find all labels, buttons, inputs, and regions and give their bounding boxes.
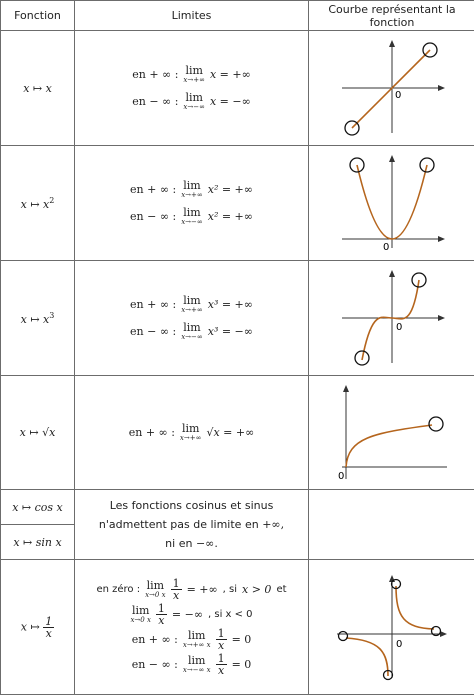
header-limits: Limites	[75, 1, 309, 31]
trig-curve-empty	[309, 490, 474, 560]
curve-square	[309, 146, 474, 261]
header-function: Fonction	[1, 1, 75, 31]
function-sqrt: x ↦ √x	[1, 376, 75, 490]
trig-text: Les fonctions cosinus et sinus n'admettent pas de limite en +∞, ni en −∞.	[75, 490, 309, 560]
curve-identity	[309, 31, 474, 146]
origin-label: 0	[395, 90, 402, 101]
function-inverse: x ↦ $\frac{1}{x}$	[1, 560, 75, 695]
limits-identity: en + ∞ : lim x→+∞ x = +∞ en − ∞ : lim x→−∞ x = −∞	[75, 31, 309, 146]
origin-label: 0	[396, 322, 403, 333]
function-cos: x ↦ cos x	[1, 490, 75, 525]
limits-square: en + ∞ : lim x→+∞ x² = +∞ en − ∞ : lim x→−∞ x² = +∞	[75, 146, 309, 261]
graph-cube	[332, 268, 452, 368]
graph-inverse	[332, 572, 452, 682]
function-cube: x ↦ $x^3$	[1, 261, 75, 376]
limits-inverse: en zéro : lim x→0 x $\frac{1}{x}$ = +∞ , si x > 0 et lim x→0 x $\frac{1}{x}$ = −∞ , si x < 0 en + ∞ : lim x→+∞ x $\frac{1}{x}$ = 0 en − ∞ : lim x→−∞ x $\frac{1}{x}$ = 0	[75, 560, 309, 695]
header-curve: Courbe représentant la fonction	[309, 1, 474, 31]
function-sin: x ↦ sin x	[1, 525, 75, 560]
origin-label: 0	[338, 470, 345, 482]
origin-label: 0	[396, 639, 403, 650]
curve-cube	[309, 261, 474, 376]
function-identity: x ↦ x	[1, 31, 75, 146]
curve-inverse	[309, 560, 474, 695]
graph-sqrt	[332, 383, 452, 483]
limits-sqrt: en + ∞ : lim x→+∞ √x = +∞	[75, 376, 309, 490]
function-square: x ↦ $x^2$	[1, 146, 75, 261]
curve-sqrt	[309, 376, 474, 490]
graph-identity	[332, 38, 452, 138]
origin-label: 0	[383, 242, 390, 253]
graph-square	[332, 153, 452, 253]
limits-cube: en + ∞ : lim x→+∞ x³ = +∞ en − ∞ : lim x→−∞ x³ = −∞	[75, 261, 309, 376]
